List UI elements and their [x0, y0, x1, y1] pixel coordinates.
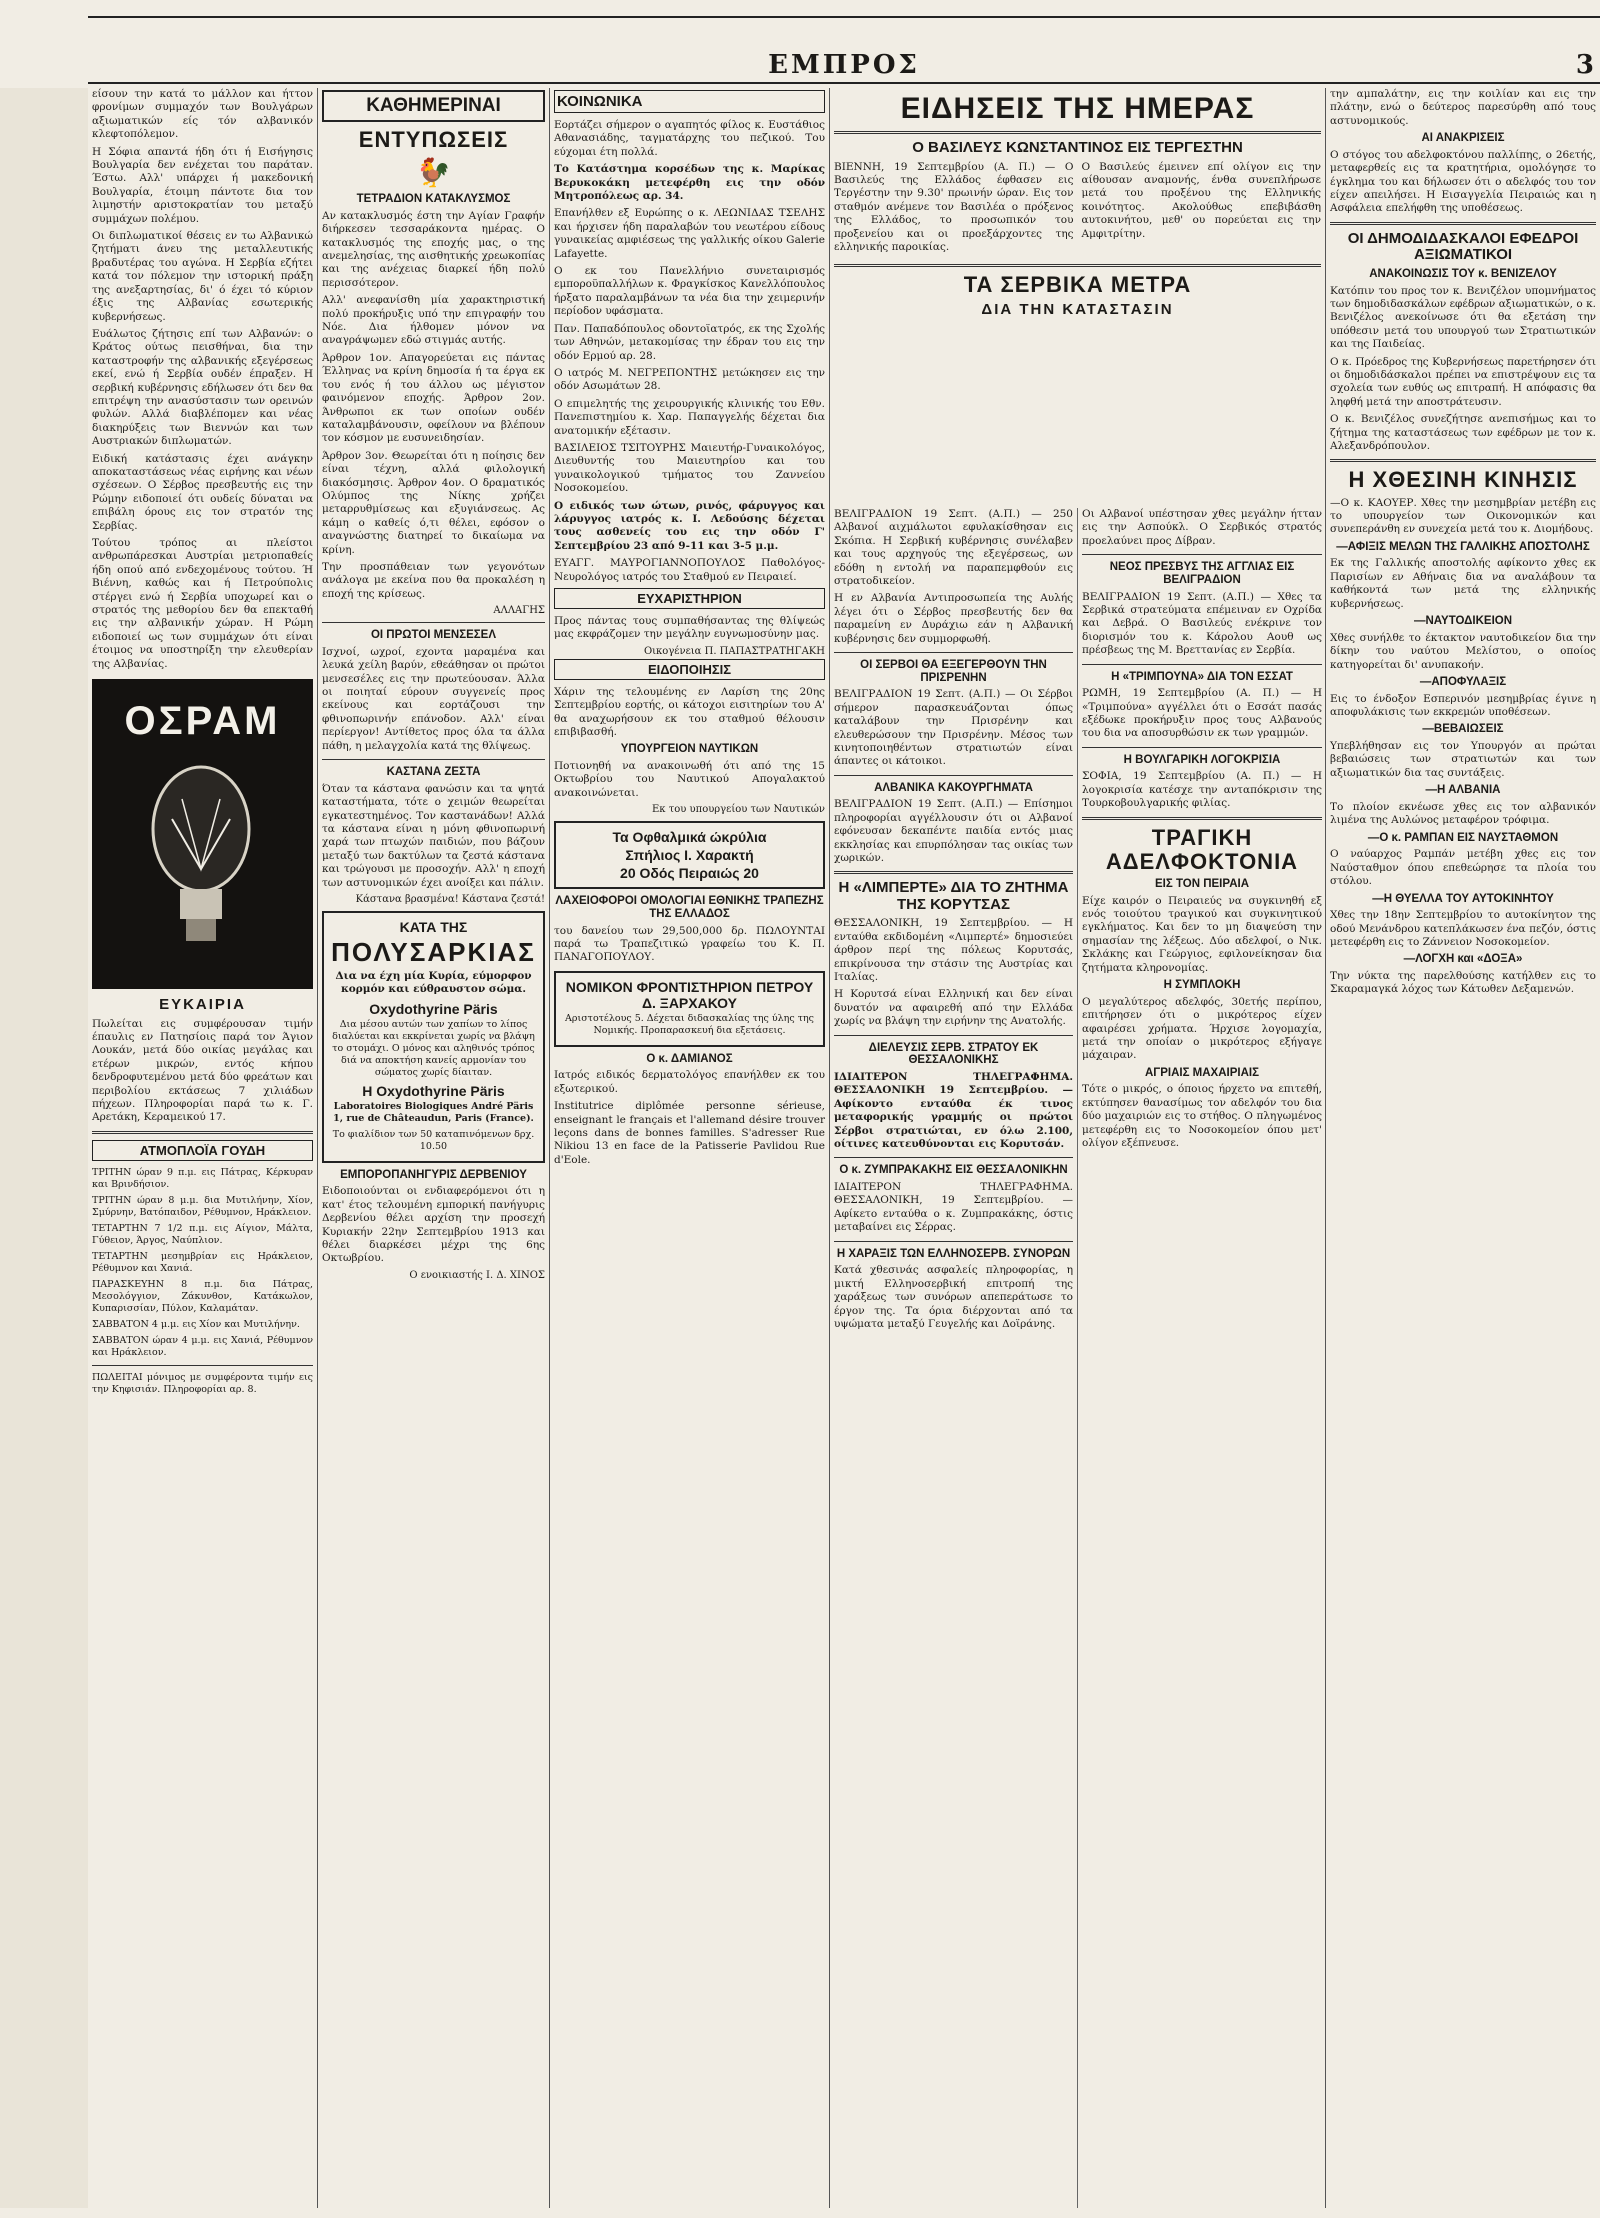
section-title: ΕΙΔΗΣΕΙΣ ΤΗΣ ΗΜΕΡΑΣ [900, 92, 1255, 125]
article-signature: Οικογένεια Π. ΠΑΠΑΣΤΡΑΤΗΓΑΚΗ [643, 645, 825, 657]
divider [834, 1157, 1073, 1158]
column-2 [318, 88, 550, 2208]
article-headline: ΤΕΤΡΑΔΙΟΝ ΚΑΤΑΚΛΥΣΜΟΣ [356, 193, 511, 206]
ad-name: Σπήλιος Ι. Χαρακτή [625, 847, 754, 864]
divider [92, 1365, 313, 1366]
section-title: ΕΙΔΟΠΟΙΗΣΙΣ [554, 659, 825, 680]
article-headline: Η ΣΥΜΠΛΟΚΗ [1163, 979, 1241, 992]
article-headline: —ΛΟΓΧΗ και «ΔΟΞΑ» [1403, 953, 1523, 966]
divider [1082, 554, 1322, 555]
product-name: Η Oxydothyrine Päris [362, 1082, 505, 1099]
article-paragraph: Η εν Αλβανία Αντιπροσωπεία της Αυλής λέγει ότι ο Σέρβος πρεσβευτής δεν θα παραμείνη εν Δυράχιω εάν η Αλβανική κυβέρνησις δεν συμμορφωθή. [834, 592, 1073, 645]
divider [322, 622, 545, 623]
article-headline: ΚΑΣΤΑΝΑ ΖΕΣΤΑ [386, 766, 481, 779]
article-signature: Εκ του υπουργείου των Ναυτικών [652, 804, 825, 816]
divider [834, 871, 1073, 874]
article-paragraph: Την προσπάθειαν των γεγονότων ανάλογα με εκείνα που θα προκαλέση η εποχή της κρίσεως. [322, 560, 545, 600]
section-title: ΚΑΘΗΜΕΡΙΝΑΙ [322, 90, 545, 122]
masthead [88, 48, 1600, 84]
article-headline: Ο κ. ΖΥΜΠΡΑΚΑΚΗΣ ΕΙΣ ΘΕΣΣΑΛΟΝΙΚΗΝ [839, 1164, 1068, 1177]
osram-advertisement [92, 679, 313, 989]
article-paragraph: Άρθρον 1ον. Απαγορεύεται εις πάντας Έλληνας να κρίνη δημοσία ή τα έργα εκ του ενός ή του άλλου ως μέγιστον φαινόμενον εποχής. Άρθρον 2ον. Άνθρωποι εκ των οποίων ουδέν καταλαμβάνουσιν, οφείλουν να βλέπουν τον κόσμον με ευσυνειδησίαν. [322, 351, 545, 445]
article-paragraph: Ειδοποιούνται οι ενδιαφερόμενοι ότι η κατ' έτος τελουμένη εμπορική πανήγυρις Δερβενίου θέλει αρχίση την προσεχή Κυριακήν 22ην Σεπτεμβρίου 1913 και θέλει διαρκέσει μέχρι της 6ης Οκτωβρίου. [322, 1185, 545, 1265]
article-headline: Η «ΤΡΙΜΠΟΥΝΑ» ΔΙΑ ΤΟΝ ΕΣΣΑΤ [1111, 670, 1293, 683]
article-paragraph: Χάριν της τελουμένης εν Λαρίση της 20ης Σεπτεμβρίου εορτής, οι κάτοχοι εισιτηρίων του Α' θα αναχωρήσουν εκ του σταθμού θέλουσιν επιβιβασθή. [554, 685, 825, 739]
divider [92, 1131, 313, 1134]
article-headline: —ΑΠΟΦΥΛΑΞΙΣ [1419, 675, 1507, 688]
article-paragraph: Υπεβλήθησαν εις τον Υπουργόν αι πρώται βεβαιώσεις των στρατιωτών και των αξιωματικών δια τας συντάξεις. [1330, 740, 1596, 779]
article-paragraph: Ο εκ του Πανελλήνιο συνεταιρισμός εμποροϋπαλλήλων κ. Φραγκίσκος Κανελλόπουλος ήρξατο παραλαμβάνων τα νέα δια την χειμερινήν περίοδον υφάσματα. [554, 265, 825, 318]
column-4-right [1078, 508, 1326, 2208]
article-paragraph: είσουν την κατά το μάλλον και ήττον φρονίμων συμμαχόν των Βουλγάρων αξιωματικών είς τόν αλβανικόν κλεφτοπόλεμον. [92, 88, 313, 141]
page-edge [0, 88, 88, 2208]
article-headline: Η «ΛΙΜΠΕΡΤΕ» ΔΙΑ ΤΟ ΖΗΤΗΜΑ ΤΗΣ ΚΟΡΥΤΣΑΣ [838, 879, 1069, 913]
article-paragraph: Παν. Παπαδόπουλος οδοντοϊατρός, εκ της Σχολής των Αθηνών, μετακομίσας την έδραν του εις την οδόν Ερμού αρ. 28. [554, 322, 825, 362]
list-item: ΤΡΙΤΗΝ ώραν 8 μ.μ. δια Μυτιλήνην, Χίον, Σμύρνην, Βατόπαιδον, Ρέθυμνον, Ηράκλειον. [92, 1194, 313, 1218]
article-headline: —Η ΑΛΒΑΝΙΑ [1425, 784, 1501, 797]
article-paragraph: Το πλοίον εκνέωσε χθες εις τον αλβανικόν λιμένα της Αυλώνος μεταφέρον τρόφιμα. [1330, 800, 1596, 827]
ad-text: Αριστοτέλους 5. Δέχεται διδασκαλίας της ύλης της Νομικής. Προπαρασκευή δια εξετάσεις. [565, 1012, 814, 1036]
article-paragraph: Ο Βασιλεύς έμεινεν επί ολίγον εις την αίθουσαν αναμονής, ένθα συνεπλήρωσε μετά του προξένου της Ελληνικής κοινότητος. Ακολούθως επεβιβάσθη αυτοκινήτου, μεθ' ου πορεύεται εις την Αμφιτρίτην. [1081, 160, 1321, 240]
article-paragraph: Χθες συνήλθε το έκτακτον ναυτοδικείον δια την δίκην του ναύτου Μελίστου, ο οποίος κατηγορείται δι' ανυπακοήν. [1330, 631, 1596, 671]
article-paragraph: Οι διπλωματικοί θέσεις εν τω Αλβανικώ ζητήματι άνευ της μεταλλευτικής βραδυτέρας του αγώνα. Η Σερβία εζήτει κατά τον πόλεμον την ιστορική πράξη της ανεξαρτησίας, δι' ό έχει τό κύριον έξις της Αλβανίας εσωτερικής κυβερνήσεως. [92, 230, 313, 323]
article-subheadline: ΕΙΣ ΤΟΝ ΠΕΙΡΑΙΑ [1154, 878, 1250, 891]
column-4 [830, 88, 1326, 2208]
article-headline: ΟΙ ΣΕΡΒΟΙ ΘΑ ΕΞΕΓΕΡΘΟΥΝ ΤΗΝ ΠΡΙΣΡΕΝΗΝ [860, 659, 1047, 684]
list-item: ΤΕΤΑΡΤΗΝ 7 1/2 π.μ. εις Αίγιον, Μάλτα, Γύθειον, Άργος, Ναύπλιον. [92, 1222, 313, 1246]
article-subheadline: ΑΝΑΚΟΙΝΩΣΙΣ ΤΟΥ κ. ΒΕΝΙΖΕΛΟΥ [1369, 267, 1557, 280]
article-headline: ΥΠΟΥΡΓΕΙΟΝ ΝΑΥΤΙΚΩΝ [620, 743, 759, 756]
article-paragraph: Ειδική κατάστασις έχει ανάγκην αποκαταστάσεως νέας ειρήνης και νέων σχέσεων. Ο Σέρβος πρεσβευτής εις την Ρώμην ειδοποιεί ότι ουδείς δύναται να επιβάλη όρους εις τον στρατόν της Σερβίας. [92, 452, 313, 532]
divider [1082, 664, 1322, 665]
ad-address: Laboratoires Biologiques André Päris 1, rue de Châteaudun, Paris (France). [333, 1100, 534, 1124]
lightbulb-icon [142, 759, 260, 959]
article-paragraph: ΒΙΕΝΝΗ, 19 Σεπτεμβρίου (Α. Π.) — Ο Βασιλεύς της Ελλάδος έφθασεν εις Τεργέστην την 9.30' πρωινήν ώραν. Εις τον σταθμόν ανέμενε τον Βασιλέα ο πρόξενος της Ελλάδος, το προσωπικόν του προξενείου και οι προεξάρχοντες της ελληνικής παροικίας. [834, 160, 1074, 253]
article-headline: ΑΙ ΑΝΑΚΡΙΣΕΙΣ [1421, 132, 1505, 145]
section-title: Η ΧΘΕΣΙΝΗ ΚΙΝΗΣΙΣ [1348, 467, 1578, 493]
article-paragraph: ΒΑΣΙΛΕΙΟΣ ΤΣΙΤΟΥΡΗΣ Μαιευτήρ-Γυναικολόγος, Διευθυντής του Μαιευτηρίου και του γυναικολογικού τμήματος του Ζαννείου Νοσοκομείου. [554, 441, 825, 495]
article-paragraph: Χθες την 18ην Σεπτεμβρίου το αυτοκίνητον της οδού Μενάνδρου κατεπλάκωσεν ένα πεζόν, όστις μετεφέρθη εις το Ζάννειον Νοσοκομείον. [1330, 909, 1596, 949]
column-1 [88, 88, 318, 2208]
article-paragraph: ΒΕΛΙΓΡΑΔΙΟΝ 19 Σεπτ. (Α.Π.) — 250 Αλβανοί αιχμάλωτοι εφυλακίσθησαν εις Σκόπια. Η Σερβική κυβέρνησις συνέλαβεν και τους αρχηγούς της εξεγέρσεως, ων εδόθη η εντολή να παραπεμφθούν εις στρατοδικείον. [834, 508, 1073, 588]
divider [1330, 459, 1596, 462]
article-headline: ΔΙΕΛΕΥΣΙΣ ΣΕΡΒ. ΣΤΡΑΤΟΥ ΕΚ ΘΕΣΣΑΛΟΝΙΚΗΣ [868, 1041, 1039, 1067]
section-title: ΕΥΧΑΡΙΣΤΗΡΙΟΝ [554, 588, 825, 609]
article-paragraph: ΒΕΛΙΓΡΑΔΙΟΝ 19 Σεπτ. (Α.Π.) — Χθες τα Σερβικά στρατεύματα επέμειναν εν Οχρίδα και Δεβρά. Ο Βασιλεύς ενέκρινε τον διορισμόν του κ. Κάρολου Αουθ ως πρέσβεως της Μ. Βρεττανίας εν Σερβία. [1082, 590, 1322, 657]
section-title: ΕΥΚΑΙΡΙΑ [159, 996, 246, 1014]
ad-address: 20 Οδός Πειραιώς 20 [620, 865, 759, 882]
article-paragraph: Επανήλθεν εξ Ευρώπης ο κ. ΛΕΩΝΙΔΑΣ ΤΣΕΛΗΣ και ήρχισεν ήδη παραλαβών του νεωτέρου είδους γυναικείας αμφιέσεως της γαλλικής οίκου Galerie Lafayette. [554, 207, 825, 260]
list-item: ΠΑΡΑΣΚΕΥΗΝ 8 π.μ. δια Πάτρας, Μεσολόγγιον, Ζάκυνθον, Κατάκωλον, Κυπαρισσίαν, Πύλον, Καλαμάταν. [92, 1278, 313, 1314]
divider [834, 264, 1321, 267]
article-headline: ΝΕΟΣ ΠΡΕΣΒΥΣ ΤΗΣ ΑΓΓΛΙΑΣ ΕΙΣ ΒΕΛΙΓΡΑΔΙΟΝ [1109, 561, 1295, 586]
article-paragraph: Η Σόφια απαντά ήδη ότι ή Εισήγησις Βουλγαρία δεν ενέχεται του παράταν. Έστω. Αλλ' υπάρχει ή μακεδονική Βουλγαρία, έτοιμη πάντοτε δια τον λιμηστήν αριστοκρατίαν του μεταξύ συμμάχων πολέμου. [92, 145, 313, 225]
optical-advertisement [554, 821, 825, 889]
article-paragraph: ΙΔΙΑΙΤΕΡΟΝ ΤΗΛΕΓΡΑΦΗΜΑ. ΘΕΣΣΑΛΟΝΙΚΗ 19 Σεπτεμβρίου. — Αφίκοντο ενταύθα έκ τινος μεταφορικής γραμμής οι πρώτοι Σέρβοι στρατιώται, εν όλω 2.100, οίτινες κατευθύνονται εις Κορυτσάν. [834, 1070, 1073, 1151]
article-paragraph: Ο κ. Πρόεδρος της Κυβερνήσεως παρετήρησεν ότι οι δημοδιδάσκαλοι πρέπει να επιστρέψουν εις τα σχολεία των ευθύς ως επιτραπή. Η απόφασις θα ληφθή μετά την αποστράτευσιν. [1330, 355, 1596, 408]
divider [1082, 817, 1322, 820]
ad-text: Δια μέσου αυτών των χαπίων το λίπος διαλύεται και εκκρίνεται χωρίς να βλάψη το στομάχι. Ο μόνος και αληθινός τρόπος διά να αποκτήση κανείς αρμονίαν του σώματος χωρίς δίαιταν. [332, 1018, 535, 1078]
article-columns [834, 161, 1321, 259]
article-paragraph: Προς πάντας τους συμπαθήσαντας της θλίψεώς μας εκφράζομεν την μεγάλην ευγνωμοσύνην μας. [554, 615, 825, 641]
ad-text: Δια να έχη μία Κυρία, εύμορφον κορμόν και εύθραυστον σώμα. [335, 969, 532, 996]
article-paragraph: ΒΕΛΙΓΡΑΔΙΟΝ 19 Σεπτ. (Α.Π.) — Οι Σέρβοι σήμερον παρασκευάζονται όπως καταλάβουν την Πρισρένην και ελευθερώσουν την Πρισρένην. Μέσος των κινητοποιηθέντων στρατιωτών είναι άπαντες οι κάτοικοι. [834, 688, 1073, 768]
article-paragraph: Την νύκτα της παρελθούσης κατήλθεν εις το Σκαραμαγκά λόχος των Κάτωθεν Δεξαμενών. [1330, 970, 1596, 996]
article-headline: —Ο κ. ΡΑΜΠΑΝ ΕΙΣ ΝΑΥΣΤΑΘΜΟΝ [1367, 831, 1559, 844]
divider [834, 131, 1321, 134]
article-paragraph: Τούτου τρόπος αι πλείστοι ανθρωπάρεσκαι Αυστρίαι μετριοπαθείς ήδη οπού από ενδεχομένους τούτου. Ή Βιέννη, καθώς και ή Πετρούπολις στέργει ενώ ή Σερβία υποχωρεί και ο στρατός της μεθορίου δεν θα επεκταθή εις την αλβανικήν χώραν. Η Ρώμη ειδοποιεί ως των συμμάχων ότι είναι έτοιμος να υποστηρίξη την ελευθερίαν της Αλβανίας. [92, 537, 313, 670]
article-paragraph: Αλλ' ανεφανίσθη μία χαρακτηριστική πολύ προκήρυξις υπό την επιγραφήν του Νόε. Δια ήλθομεν μόνον να αναγράψωμεν εδώ στιγμάς αυτής. [322, 294, 545, 347]
ad-title: ΠΟΛΥΣΑΡΚΙΑΣ [331, 936, 536, 967]
article-headline: Ο κ. ΔΑΜΙΑΝΟΣ [646, 1052, 733, 1065]
article-paragraph: Κατόπιν του προς τον κ. Βενιζέλον υπομνήματος των δημοδιδασκάλων εφέδρων αξιωματικών, ο κ. Βενιζέλος ανεκοίνωσε ότι θα εξετάση την υπόθεσιν μετά του υπουργού των Στρατιωτικών και της Παιδείας. [1330, 284, 1596, 351]
article-paragraph: Ο ιατρός Μ. ΝΕΓΡΕΠΟΝΤΗΣ μετώκησεν εις την οδόν Ασωμάτων 28. [554, 366, 825, 393]
page-number: 3 [1575, 50, 1594, 80]
law-school-advertisement [554, 971, 825, 1047]
article-paragraph: Η Κορυτσά είναι Ελληνική και δεν είναι δυνατόν να αφαιρεθή από την Ελλάδα χωρίς να βλάψη την ειρήνην της Ανατολής. [834, 988, 1073, 1028]
column-3 [550, 88, 830, 2208]
article-paragraph: Institutrice diplômée personne sérieuse, enseignant le français et l'allemand désire trouver leçons dans de bonnes familles. S'adresser Rue Nikiou 13 en face de la Patisserie Pavlidou Rue d'Eole. [554, 1100, 825, 1166]
article-paragraph: Οι Αλβανοί υπέστησαν χθες μεγάλην ήτταν εις την Ασπούκλ. Ο Σερβικός στρατός προελαύνει προς Δίβραν. [1082, 508, 1322, 547]
ad-heading: Τα Οφθαλμικά ώκρύλια [612, 829, 767, 846]
article-paragraph: Τότε ο μικρός, ο όποιος ήρχετο να επιτεθή, εκτύπησεν θανασίμως τον αδελφόν του δια δύο μαχαιριών εις το στήθος. Ο πληγωμένος μετεφέρθη εις το Νοσοκομείον όπου μετ' ολίγον εξέπνευσε. [1082, 1083, 1322, 1150]
article-paragraph: Ποτιονηθή να ανακοινωθή ότι από της 15 Οκτωβρίου του Ναυτικού Απογαλακτού ανακοινώνεται. [554, 760, 825, 799]
article-paragraph: Ο μεγαλύτερος αδελφός, 30ετής περίπου, επιτήρησεν ότι ο μικρότερος είχεν αφαιρέσει χρήματα. Ήρχισε λογομαχία, μετά την οποίαν ο μικρότερος εξήγαγε μάχαιραν. [1082, 995, 1322, 1062]
article-paragraph: ΙΔΙΑΙΤΕΡΟΝ ΤΗΛΕΓΡΑΦΗΜΑ. ΘΕΣΣΑΛΟΝΙΚΗ, 19 Σεπτεμβρίου. — Αφίκετο ενταύθα ο κ. Ζυμπρακάκης, όστις μεταβαίνει εις Σέρρας. [834, 1181, 1073, 1234]
article-headline: ΟΙ ΔΗΜΟΔΙΔΑΣΚΑΛΟΙ ΕΦΕΔΡΟΙ ΑΞΙΩΜΑΤΙΚΟΙ [1347, 229, 1579, 264]
divider [834, 775, 1073, 776]
article-paragraph: ΘΕΣΣΑΛΟΝΙΚΗ, 19 Σεπτεμβρίου. — Η ενταύθα εκδιδομένη «Λιμπερτέ» δημοσιεύει άρθρον περί της πόλεως Κορυτσάς, επικρίνουσα την στάσιν της Αυστρίας και Ιταλίας. [834, 917, 1073, 984]
list-item: ΣΑΒΒΑΤΟΝ 4 μ.μ. εις Χίον και Μυτιλήνην. [92, 1318, 300, 1330]
article-paragraph: ΒΕΛΙΓΡΑΔΙΟΝ 19 Σεπτ. (Α.Π.) — Επίσημοι πληροφορίαι αγγέλλουσιν ότι οι Αλβανοί εφόνευσαν δεκαπέντε παιδία εντός μιας εκκλησίας και επυρπόλησαν τας οικίας των χωρικών. [834, 798, 1073, 865]
article-headline: ΛΑΧΕΙΟΦΟΡΟΙ ΟΜΟΛΟΓΙΑΙ ΕΘΝΙΚΗΣ ΤΡΑΠΕΖΗΣ ΤΗΣ ΕΛΛΑΔΟΣ [555, 895, 824, 920]
column-4-left [830, 508, 1078, 2208]
article-paragraph: Ο ειδικός των ώτων, ρινός, φάρυγγος και λάρυγγος ιατρός κ. Ι. Λεδούσης δέχεται τους ασθενείς του εις την οδόν Γ' Σεπτεμβρίου 23 από 9-11 και 3-5 μ.μ. [554, 499, 825, 552]
article-headline: ΟΙ ΠΡΩΤΟΙ ΜΕΝΣΕΣΕΛ [370, 629, 497, 642]
article-headline: Ο ΒΑΣΙΛΕΥΣ ΚΩΝΣΤΑΝΤΙΝΟΣ ΕΙΣ ΤΕΡΓΕΣΤΗΝ [912, 139, 1243, 156]
article-paragraph: ΕΥΑΓΓ. ΜΑΥΡΟΓΙΑΝΝΟΠΟΥΛΟΣ Παθολόγος-Νευρολόγος ιατρός του Σταθμού εν Πειραιεί. [554, 557, 825, 583]
column-5 [1326, 88, 1600, 2208]
article-paragraph: Ισχνοί, ωχροί, εχοντα μαραμένα και λευκά χείλη βαρύν, εθεάθησαν οι πρώτοι μενσεσέλες εις την πρωτεύουσαν. Άλλα οι ποιηταί εύρουν συγγενείς προς εκείνους και εορτάζουσι την φθινοπωρινήν επάνοδον. Αλλ' είναι περίεργον! Αντίθετος προς όλα τα άλλα πάθη, η μελαγχολία κατά της θλίψεως. [322, 645, 545, 752]
article-paragraph: Πωλείται εις συμφέρουσαν τιμήν έπαυλις εν Πατησίοις παρά τον Άγιον Λουκάν, μετά δύο οικίας μεγάλας και ετέρων μικρών, εντός κήπου δενδροφυτεμένου μετά δύο φρεάτων και περιβολίου εκτάσεως 7 χιλιάδων πήχεων. Πληροφορίαι παρά τω κ. Γ. Αρετάκη, Κεραμεικού 17. [92, 1017, 313, 1124]
article-headline: Η ΧΑΡΑΞΙΣ ΤΩΝ ΕΛΛΗΝΟΣΕΡΒ. ΣΥΝΟΡΩΝ [836, 1247, 1071, 1260]
divider [1330, 222, 1596, 225]
newspaper-title: ΕΜΠΡΟΣ [768, 50, 920, 80]
list-item: ΤΡΙΤΗΝ ώραν 9 π.μ. εις Πάτρας, Κέρκυραν και Βρινδήσιον. [92, 1166, 313, 1190]
article-headline: —Η ΘΥΕΛΛΑ ΤΟΥ ΑΥΤΟΚΙΝΗΤΟΥ [1372, 892, 1554, 905]
divider [834, 1241, 1073, 1242]
article-paragraph: Όταν τα κάστανα φανώσιν και τα ψητά καταστήματα, τότε ο χειμών θεωρείται εγκατεστημένος. Τον καστανάδων! Αλλά τα κάστανα είναι η μόνη φθινοπωρινή χαρά των πτωχών παιδιών, που βάζουν μεταξύ των δακτύλων τα ζεστά κάστανα και τρώγουσι με προσοχήν. Αλλ' η εποχή των αστυνομικών έχει ανοίξει και πάλιν. [322, 782, 545, 889]
article-paragraph: —Ο κ. ΚΑΟΥΕΡ. Χθες την μεσημβρίαν μετέβη εις το υπουργείον των Οικονομικών και συνεπεράνθη εν συνεχεία μετά του κ. Διομήδους. [1330, 496, 1596, 536]
article-paragraph: ΡΩΜΗ, 19 Σεπτεμβρίου (Α. Π.) — Η «Τριμπούνα» αγγέλλει ότι ο Εσσάτ πασάς εξέδωκε προκήρυξιν προς τους Αλβανούς του δια να αποσυρθώσιν εκ των γραμμών. [1082, 687, 1322, 740]
ad-heading: ΝΟΜΙΚΟΝ ΦΡΟΝΤΙΣΤΗΡΙΟΝ ΠΕΤΡΟΥ Δ. ΞΑΡΧΑΚΟΥ [565, 978, 814, 1011]
article-paragraph: Ο κ. Βενιζέλος συνεζήτησε ανεπισήμως και το ζήτημα της καταστάσεως των εφέδρων με τον κ. Αλεξανδρόπουλον. [1330, 413, 1596, 452]
product-name: Oxydothyrine Päris [369, 1000, 498, 1017]
article-paragraph: Αν κατακλυσμός έστη την Αγίαν Γραφήν διήρκεσεν τεσσαράκοντα ημέρας. Ο κατακλυσμός της εποχής μας, ο της ανεμελησίας, της αισθητικής χρεωκοπίας και της ανέχειας διαρκεί ήδη πολύ περισσότερον. [322, 209, 545, 289]
article-headline: —ΒΕΒΑΙΩΣΕΙΣ [1422, 723, 1504, 736]
article-paragraph: Ο ναύαρχος Ραμπάν μετέβη χθες εις τον Ναύσταθμον όπου επεθεώρησε τα πλοία του στόλου. [1330, 848, 1596, 888]
rooster-icon: 🐓 [416, 156, 451, 190]
divider [322, 759, 545, 760]
article-paragraph: ΣΟΦΙΑ, 19 Σεπτεμβρίου (Α. Π.) — Η λογοκρισία κατέσχε την ανταπόκρισιν της Τουρκοβουλγαρικής φιλίας. [1082, 770, 1322, 810]
article-headline: ΤΑ ΣΕΡΒΙΚΑ ΜΕΤΡΑ [963, 272, 1192, 298]
divider [1082, 747, 1322, 748]
article-paragraph: την αμπαλάτην, εις την κοιλίαν και εις την πλάτην, ενώ ο δεύτερος παρεσύρθη από τους αστυνομικούς. [1330, 88, 1596, 127]
section-subtitle: ΕΝΤΥΠΩΣΕΙΣ [358, 127, 509, 152]
article-headline: Η ΒΟΥΛΓΑΡΙΚΗ ΛΟΓΟΚΡΙΣΙΑ [1123, 753, 1281, 766]
divider [834, 1035, 1073, 1036]
list-item: ΣΑΒΒΑΤΟΝ ώραν 4 μ.μ. εις Χανιά, Ρέθυμνον και Ηράκλειον. [92, 1334, 313, 1358]
article-paragraph: Κατά χθεσινάς ασφαλείς πληροφορίας, η μικτή Ελληνοσερβική επιτροπή της χαράξεως των συνόρων απεπεράτωσε το έργον της. Τα όρια διέρχονται από τα υψώματα μεταξύ Γευγελής και Δοϊράνης. [834, 1264, 1073, 1330]
article-paragraph: Άρθρον 3ον. Θεωρείται ότι η ποίησις δεν είναι τέχνη, αλλά φιλολογική διακόσμησις. Άρθρον 4ον. Ο δραματικός Ολύμπος της Νίκης χρήζει μεταρρυθμίσεως και εξυγιάνσεως. Ας κάμη ο καθείς ό,τι θέλει, εφόσον ο αναγνώστης διατηρεί το δικαίωμα να κρίνη. [322, 449, 545, 556]
article-paragraph: Ο επιμελητής της χειρουργικής κλινικής του Εθν. Πανεπιστημίου κ. Χαρ. Παπαγγελής δέχεται δια ανατομικήν εξέτασιν. [554, 397, 825, 437]
article-paragraph: Εορτάζει σήμερον ο αγαπητός φίλος κ. Ευστάθιος Αθανασιάδης, ταγματάρχης του πεζικού. Του εύχομαι έτη πολλά. [554, 119, 825, 158]
article-headline: —ΑΦΙΞΙΣ ΜΕΛΩΝ ΤΗΣ ΓΑΛΛΙΚΗΣ ΑΠΟΣΤΟΛΗΣ [1336, 540, 1590, 553]
article-signature: Ο ενοικιαστής Ι. Δ. ΧΙΝΟΣ [409, 1269, 545, 1281]
polysarkia-advertisement [322, 911, 545, 1163]
article-paragraph: Είχε καιρόν ο Πειραιεύς να συγκινηθή εξ ενός τοιούτου τραγικού και συγκινητικού εγκλήματος. Και δεν το μη διαψεύση την σημασίαν της λέξεως. Δύο αδελφοί, ο Νικ. Σκλάκης και Γεώργιος, εφιλονείκησαν δια ζητήματα κληρονομίας. [1082, 894, 1322, 974]
section-title: ΚΟΙΝΩΝΙΚΑ [554, 90, 825, 113]
article-paragraph: Ο στόγος του αδελφοκτόνου παλλίπης, ο 26ετής, μεταφερθείς εις τα κρατητήρια, ομολόγησε το έγκλημα του και δήλωσεν ότι ο αδελφός του τον είχεν απειλήσει. Η Εισαγγελία Πειραιώς και η Ασφάλεια επελήφθη της υποθέσεως. [1330, 148, 1596, 215]
article-paragraph: Ευάλωτος ζήτησις επί των Αλβανών: ο Κράτος ούτως πεισθήναι, δια την καταστροφήν της αλβανικής εξεγέρσεως εκεί, ενώ ή Σερβία ουδέν έπραξεν. Η σερβική κυβέρνησις εδήλωσεν ότι δεν θα επιτρέψη την ανασύστασιν των ορεινών φυλών. Αλλά διαβλέπομεν και νέας διακηρύξεις των Βιεννών και των Αυστριακών διπλωματών. [92, 327, 313, 448]
article-headline: ΤΡΑΓΙΚΗ ΑΔΕΛΦΟΚΤΟΝΙΑ [1105, 824, 1299, 874]
divider [834, 652, 1073, 653]
ad-heading: ΚΑΤΑ ΤΗΣ [399, 918, 468, 935]
article-paragraph: Εκ της Γαλλικής αποστολής αφίκοντο χθες εκ Παρισίων εν Αθήναις δια να αναλάβουν τα καθήκοντά των μετά της ελληνικής κυβερνήσεως. [1330, 557, 1596, 610]
article-paragraph: του δανείου των 29,500,000 δρ. ΠΩΛΟΥΝΤΑΙ παρά τω Τραπεζιτικώ γραφείω του Κ. Π. ΠΑΝΑΓΟΠΟΥΛΟΥ. [554, 924, 825, 964]
list-item: ΤΕΤΑΡΤΗΝ μεσημβρίαν εις Ηράκλειον, Ρέθυμνον και Χανιά. [92, 1250, 313, 1274]
top-rule [88, 16, 1600, 18]
article-headline: ΑΓΡΙΑΙΣ ΜΑΧΑΙΡΙΑΙΣ [1144, 1066, 1259, 1079]
article-paragraph: Το Κατάστημα κορσέδων της κ. Μαρίκας Βερυκοκάκη μετεφέρθη εις την οδόν Μητροπόλεως αρ. 34. [554, 163, 825, 203]
article-headline: —ΝΑΥΤΟΔΙΚΕΙΟΝ [1413, 615, 1513, 628]
article-subheadline: ΔΙΑ ΤΗΝ ΚΑΤΑΣΤΑΣΙΝ [981, 300, 1174, 318]
article-signature: Κάστανα βρασμένα! Κάστανα ζεστά! [355, 893, 545, 905]
section-title: ΑΤΜΟΠΛΟΪΑ ΓΟΥΔΗ [92, 1140, 313, 1161]
article-paragraph: Εις το ένδοξον Εσπερινόν μεσημβρίας έγινε η αποφυλάκισις των εκκρεμών υποθέσεων. [1330, 692, 1596, 718]
article-headline: ΕΜΠΟΡΟΠΑΝΗΓΥΡΙΣ ΔΕΡΒΕΝΙΟΥ [340, 1168, 527, 1181]
article-headline: ΑΛΒΑΝΙΚΑ ΚΑΚΟΥΡΓΗΜΑΤΑ [874, 781, 1033, 794]
article-paragraph: Ιατρός ειδικός δερματολόγος επανήλθεν εκ του εξωτερικού. [554, 1069, 825, 1095]
author-signature: ΑΛΛΑΓΗΣ [493, 605, 545, 617]
ad-price: Το φιαλίδιον των 50 καταπινόμενων δρχ. 10.50 [332, 1128, 535, 1152]
classified-ad: ΠΩΛΕΙΤΑΙ μόνιμος με συμφέροντα τιμήν εις την Κηφισιάν. Πληροφορίαι αρ. 8. [92, 1371, 313, 1395]
schedule-list [92, 1167, 313, 1359]
osram-logo: ΟΣΡΑΜ [124, 699, 281, 744]
